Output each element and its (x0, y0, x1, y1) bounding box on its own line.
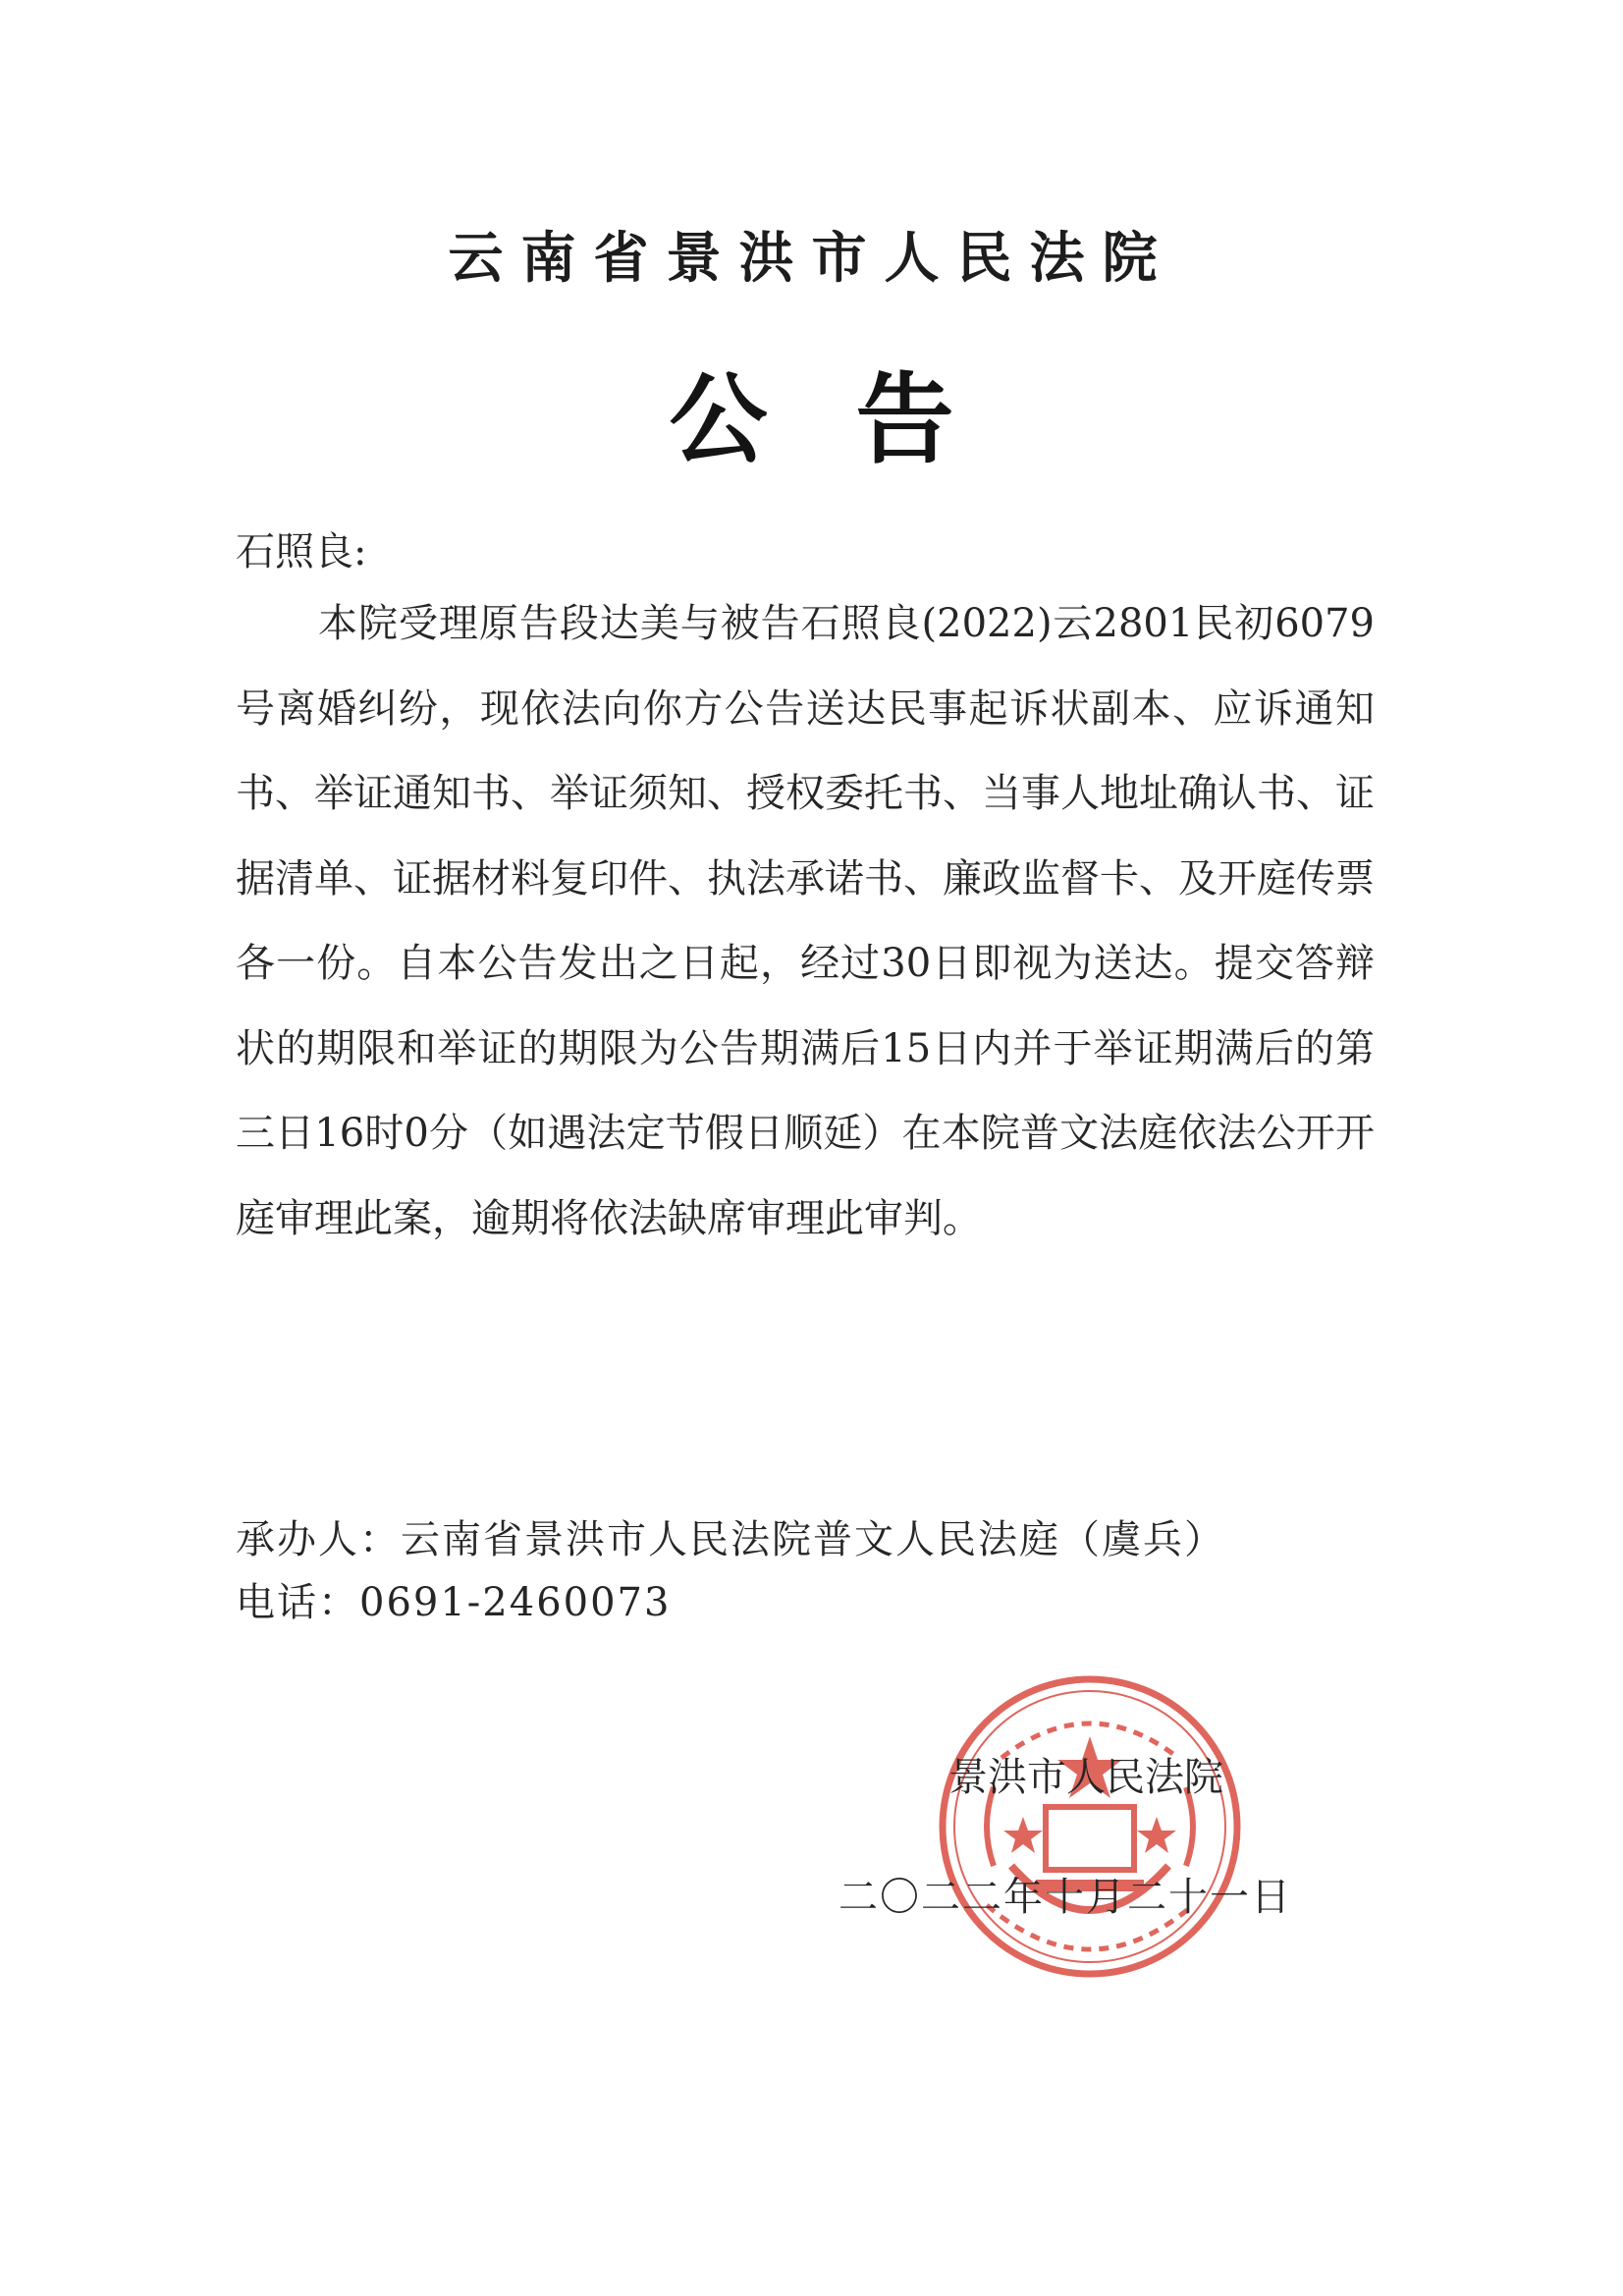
contact-phone: 电话：0691-2460073 (236, 1580, 672, 1625)
notice-body-paragraph: 本院受理原告段达美与被告石照良(2022)云2801民初6079号离婚纠纷，现依法向你方公告送达民事起诉状副本、应诉通知书、举证通知书、举证须知、授权委托书、当事人地址确认书、证据清单、证据材料复印件、执法承诺书、廉政监督卡、及开庭传票各一份。自本公告发出之日起，经过30日即视为送达。提交答辩状的期限和举证的期限为公告期满后15日内并于举证期满后的第三日16时0分（如遇法定节假日顺延）在本院普文法庭依法公开开庭审理此案，逾期将依法缺席审理此审判。 (236, 601, 1375, 1241)
court-seal-icon (933, 1669, 1247, 1984)
case-handler: 承办人：云南省景洪市人民法院普文人民法庭（虞兵） (236, 1517, 1225, 1562)
addressee: 石照良: (236, 529, 367, 574)
issuing-court: 景洪市人民法院 (948, 1755, 1223, 1800)
issue-date: 二〇二二年十月二十一日 (839, 1875, 1292, 1920)
document-title: 公告 (669, 362, 1043, 477)
court-name-heading: 云南省景洪市人民法院 (448, 227, 1175, 291)
